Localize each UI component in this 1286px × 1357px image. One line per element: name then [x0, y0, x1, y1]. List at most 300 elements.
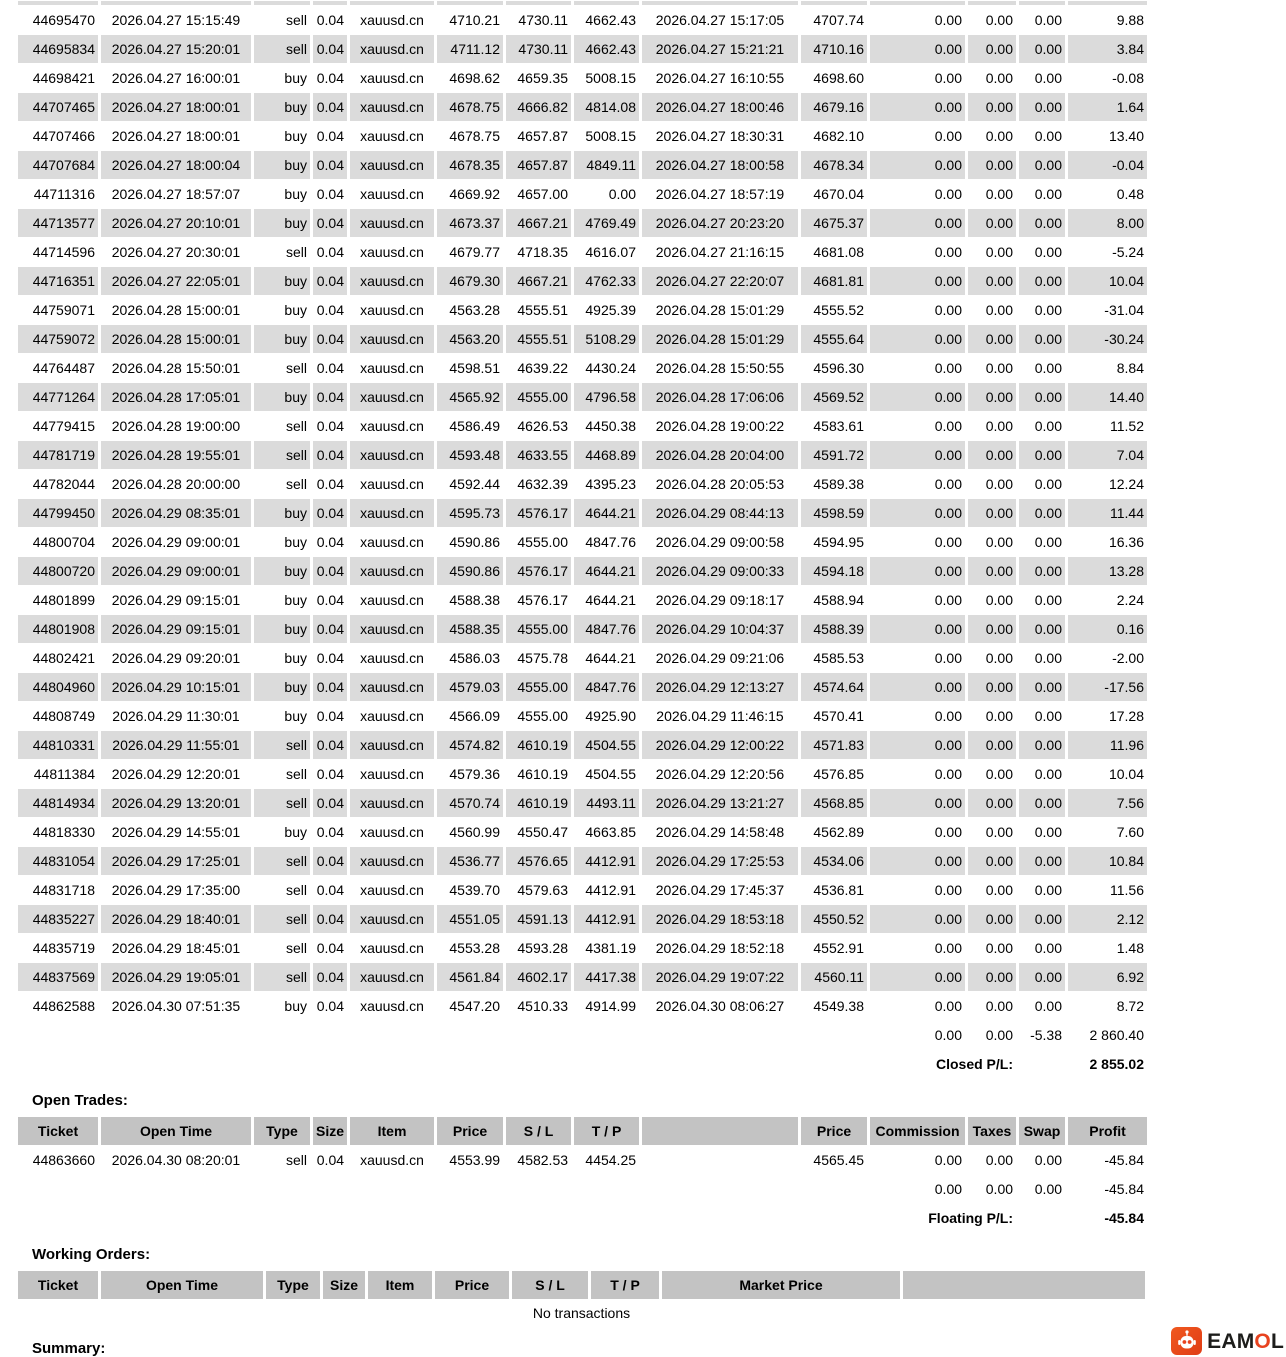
cell-open-time: 2026.04.27 22:05:01 — [101, 267, 251, 295]
cell-price: 4566.09 — [449, 708, 500, 724]
cell-sl: 4610.19 — [517, 766, 568, 782]
trade-row — [18, 615, 1147, 643]
cell-type: sell — [285, 882, 307, 898]
cell-open-time: 2026.04.29 11:55:01 — [101, 731, 251, 759]
cell-type: buy — [284, 128, 307, 144]
cell-taxes: 0.00 — [985, 302, 1013, 318]
cell-profit: 0.16 — [1068, 615, 1147, 643]
cell-taxes: 0.00 — [985, 476, 1013, 492]
cell-tp: 5008.15 — [585, 70, 636, 86]
cell-close-time: 2026.04.28 17:06:06 — [642, 383, 798, 411]
cell-taxes: 0.00 — [968, 557, 1016, 585]
trade-row — [18, 586, 1147, 614]
cell-sl: 4576.17 — [506, 557, 571, 585]
open-trades-heading: Open Trades: — [32, 1092, 128, 1109]
cell-taxes: 0.00 — [985, 186, 1013, 202]
cell-type: buy — [284, 708, 307, 724]
cell-size: 0.04 — [313, 615, 347, 643]
cell-commission: 0.00 — [934, 650, 962, 666]
cell-tp: 4847.76 — [574, 673, 639, 701]
cell-close-price: 4569.52 — [801, 383, 867, 411]
cell-close-price: 4555.52 — [813, 302, 864, 318]
cell-ticket: 44800704 — [32, 534, 95, 550]
cell-close-time: 2026.04.27 16:10:55 — [655, 70, 785, 86]
cell-item: xauusd.cn — [360, 824, 424, 840]
open-totals-row — [18, 1175, 1147, 1203]
cell-close-price: 4552.91 — [813, 940, 864, 956]
cell-price: 4579.36 — [449, 766, 500, 782]
trade-row — [18, 267, 1147, 295]
cell-taxes: 0.00 — [968, 963, 1016, 991]
cell-profit: -45.84 — [1104, 1152, 1145, 1168]
cell-sl: 4555.00 — [506, 673, 571, 701]
cell-ticket: 44818330 — [32, 824, 95, 840]
cell-swap: 0.00 — [1019, 673, 1065, 701]
cell-open-time: 2026.04.28 15:50:01 — [111, 360, 241, 376]
cell-type: buy — [254, 325, 310, 353]
cell-ticket: 44779415 — [32, 418, 95, 434]
cell-ticket: 44811384 — [33, 766, 95, 782]
cell-item: xauusd.cn — [360, 186, 424, 202]
cell-sl: 4576.17 — [517, 592, 568, 608]
cell-profit: 8.00 — [1068, 209, 1147, 237]
cell-taxes: 0.00 — [968, 93, 1016, 121]
cell-profit: 2.12 — [1068, 905, 1147, 933]
trade-row — [18, 6, 1147, 34]
cell-commission: 0.00 — [870, 499, 965, 527]
cell-price: 4678.75 — [449, 128, 500, 144]
cell-item: xauusd.cn — [350, 905, 434, 933]
cell-commission: 0.00 — [934, 592, 962, 608]
cell-size: 0.04 — [316, 534, 344, 550]
col-header-size: Size — [313, 1117, 347, 1145]
total-taxes: 0.00 — [985, 1027, 1013, 1043]
cell-tp: 4769.49 — [574, 209, 639, 237]
cell-open-time: 2026.04.29 12:20:01 — [111, 766, 241, 782]
cell-profit: 2.24 — [1116, 592, 1144, 608]
cell-open-time: 2026.04.27 15:15:49 — [111, 12, 241, 28]
cell-tp: 4662.43 — [574, 35, 639, 63]
cell-close-time: 2026.04.29 11:46:15 — [656, 708, 784, 724]
closed-trades-table — [15, 0, 1150, 1079]
clipped-cell — [313, 1, 347, 5]
cell-profit: 1.48 — [1116, 940, 1144, 956]
cell-close-price: 4679.16 — [801, 93, 867, 121]
cell-close-price: 4588.39 — [801, 615, 867, 643]
cell-close-time: 2026.04.27 15:17:05 — [655, 12, 785, 28]
cell-profit: 8.72 — [1116, 998, 1144, 1014]
cell-type: sell — [254, 35, 310, 63]
cell-ticket: 44863660 — [32, 1152, 95, 1168]
cell-ticket: 44759071 — [32, 302, 95, 318]
cell-size: 0.04 — [313, 93, 347, 121]
cell-commission: 0.00 — [934, 534, 962, 550]
cell-swap: 0.00 — [1019, 267, 1065, 295]
cell-close-time: 2026.04.29 12:13:27 — [642, 673, 798, 701]
floating-pl-value: -45.84 — [1104, 1210, 1145, 1226]
cell-price: 4563.28 — [449, 302, 500, 318]
cell-type: buy — [254, 615, 310, 643]
spacer-cell — [18, 1204, 867, 1232]
trade-row — [18, 441, 1147, 469]
cell-item: xauusd.cn — [350, 731, 434, 759]
cell-swap: 0.00 — [1019, 325, 1065, 353]
cell-tp: 4412.91 — [574, 905, 639, 933]
cell-type: buy — [254, 209, 310, 237]
cell-taxes: 0.00 — [968, 615, 1016, 643]
cell-close-time: 2026.04.29 12:20:56 — [655, 766, 785, 782]
cell-item: xauusd.cn — [350, 151, 434, 179]
col-header-price: Price — [801, 1117, 867, 1145]
cell-commission: 0.00 — [934, 708, 962, 724]
cell-tp: 4616.07 — [585, 244, 636, 260]
cell-open-time: 2026.04.27 16:00:01 — [111, 70, 241, 86]
cell-close-time: 2026.04.28 15:01:29 — [655, 302, 785, 318]
cell-size: 0.04 — [313, 963, 347, 991]
cell-swap: 0.00 — [1019, 93, 1065, 121]
cell-sl: 4718.35 — [517, 244, 568, 260]
cell-price: 4590.86 — [449, 534, 500, 550]
cell-price: 4551.05 — [437, 905, 503, 933]
cell-tp: 4493.11 — [574, 789, 639, 817]
total-commission: 0.00 — [934, 1027, 962, 1043]
cell-swap: 0.00 — [1034, 186, 1062, 202]
cell-tp: 4914.99 — [585, 998, 636, 1014]
cell-size: 0.04 — [316, 998, 344, 1014]
cell-commission: 0.00 — [934, 882, 962, 898]
cell-swap: 0.00 — [1034, 360, 1062, 376]
cell-close-price: 4534.06 — [801, 847, 867, 875]
cell-tp: 4381.19 — [585, 940, 636, 956]
cell-open-time: 2026.04.27 20:10:01 — [101, 209, 251, 237]
cell-taxes: 0.00 — [968, 847, 1016, 875]
cell-tp: 5008.15 — [585, 128, 636, 144]
trade-row — [18, 383, 1147, 411]
cell-close-time: 2026.04.29 09:00:58 — [655, 534, 785, 550]
cell-swap: 0.00 — [1034, 1152, 1063, 1168]
cell-commission: 0.00 — [870, 963, 965, 991]
cell-taxes: 0.00 — [985, 650, 1013, 666]
cell-profit: 7.04 — [1068, 441, 1147, 469]
cell-size: 0.04 — [313, 789, 347, 817]
cell-price: 4711.12 — [437, 35, 503, 63]
cell-open-time: 2026.04.27 18:00:04 — [101, 151, 251, 179]
col-header-commission: Commission — [870, 1117, 965, 1145]
cell-ticket: 44831054 — [18, 847, 98, 875]
cell-size: 0.04 — [316, 418, 344, 434]
cell-ticket: 44707466 — [32, 128, 95, 144]
cell-swap: 0.00 — [1019, 905, 1065, 933]
closed-totals-row — [18, 1021, 1147, 1049]
cell-open-time: 2026.04.27 20:30:01 — [111, 244, 241, 260]
cell-swap: 0.00 — [1034, 940, 1062, 956]
cell-profit: -5.24 — [1112, 244, 1144, 260]
cell-open-time: 2026.04.27 18:00:01 — [101, 93, 251, 121]
cell-taxes: 0.00 — [968, 905, 1016, 933]
cell-price: 4574.82 — [437, 731, 503, 759]
total-profit: -45.84 — [1104, 1181, 1145, 1197]
cell-tp: 4847.76 — [574, 615, 639, 643]
cell-type: buy — [254, 383, 310, 411]
col-header-blank — [903, 1271, 1145, 1299]
cell-type: sell — [254, 789, 310, 817]
cell-close-time: 2026.04.27 18:00:58 — [642, 151, 798, 179]
cell-close-time: 2026.04.27 15:21:21 — [642, 35, 798, 63]
cell-swap: 0.00 — [1019, 789, 1065, 817]
cell-tp: 5108.29 — [574, 325, 639, 353]
cell-price: 4570.74 — [437, 789, 503, 817]
cell-type: buy — [254, 151, 310, 179]
cell-item: xauusd.cn — [360, 766, 424, 782]
closed-pl-label: Closed P/L: — [935, 1056, 1013, 1072]
cell-ticket: 44802421 — [32, 650, 95, 666]
cell-taxes: 0.00 — [968, 151, 1016, 179]
cell-sl: 4579.63 — [517, 882, 568, 898]
cell-ticket: 44707684 — [18, 151, 98, 179]
cell-type: sell — [285, 940, 307, 956]
cell-sl: 4657.87 — [517, 128, 568, 144]
trade-row — [18, 963, 1147, 991]
total-taxes: 0.00 — [985, 1181, 1014, 1197]
cell-size: 0.04 — [313, 847, 347, 875]
cell-item: xauusd.cn — [350, 93, 434, 121]
cell-item: xauusd.cn — [350, 673, 434, 701]
cell-type: buy — [254, 673, 310, 701]
cell-open-time: 2026.04.29 09:15:01 — [101, 615, 251, 643]
clipped-cell — [968, 1, 1016, 5]
cell-swap: 0.00 — [1034, 998, 1062, 1014]
cell-profit: 17.28 — [1108, 708, 1144, 724]
cell-close-price: 4565.45 — [813, 1152, 865, 1168]
cell-close-time: 2026.04.29 17:45:37 — [655, 882, 785, 898]
cell-type: buy — [284, 302, 307, 318]
cell-ticket: 44711316 — [33, 186, 95, 202]
cell-tp: 4849.11 — [574, 151, 639, 179]
cell-ticket: 44837569 — [18, 963, 98, 991]
cell-taxes: 0.00 — [968, 209, 1016, 237]
cell-commission: 0.00 — [934, 128, 962, 144]
col-header-swap: Swap — [1019, 1117, 1065, 1145]
cell-ticket: 44801899 — [32, 592, 95, 608]
cell-price: 4593.48 — [437, 441, 503, 469]
cell-ticket: 44695834 — [18, 35, 98, 63]
header-row — [18, 1271, 1145, 1299]
cell-size: 0.04 — [316, 360, 344, 376]
no-transactions-text: No transactions — [532, 1305, 631, 1321]
cell-item: xauusd.cn — [360, 882, 424, 898]
cell-tp: 4762.33 — [574, 267, 639, 295]
cell-swap: 0.00 — [1019, 35, 1065, 63]
cell-size: 0.04 — [316, 128, 344, 144]
cell-profit: 11.96 — [1068, 731, 1147, 759]
cell-tp: 4504.55 — [585, 766, 636, 782]
cell-sl: 4602.17 — [506, 963, 571, 991]
cell-commission: 0.00 — [870, 441, 965, 469]
total-swap: 0.00 — [1034, 1181, 1063, 1197]
cell-commission: 0.00 — [870, 673, 965, 701]
col-header-market-price: Market Price — [662, 1271, 900, 1299]
cell-close-price: 4560.11 — [801, 963, 867, 991]
cell-commission: 0.00 — [870, 209, 965, 237]
spacer-cell — [18, 1050, 867, 1078]
cell-close-price: 4596.30 — [813, 360, 864, 376]
cell-item: xauusd.cn — [350, 963, 434, 991]
cell-taxes: 0.00 — [968, 325, 1016, 353]
cell-price: 4579.03 — [437, 673, 503, 701]
cell-item: xauusd.cn — [350, 325, 434, 353]
cell-profit: -31.04 — [1104, 302, 1144, 318]
cell-open-time: 2026.04.29 17:35:00 — [111, 882, 241, 898]
cell-commission: 0.00 — [870, 557, 965, 585]
cell-tp: 0.00 — [608, 186, 636, 202]
header-row — [18, 1117, 1147, 1145]
cell-profit: 13.28 — [1068, 557, 1147, 585]
cell-close-time: 2026.04.29 18:52:18 — [655, 940, 785, 956]
cell-price: 4679.30 — [437, 267, 503, 295]
cell-size: 0.04 — [316, 824, 344, 840]
trade-row — [18, 35, 1147, 63]
cell-swap: 0.00 — [1034, 302, 1062, 318]
cell-swap: 0.00 — [1034, 766, 1062, 782]
cell-sl: 4510.33 — [517, 998, 568, 1014]
cell-open-time: 2026.04.29 18:45:01 — [111, 940, 241, 956]
cell-item: xauusd.cn — [350, 557, 434, 585]
cell-close-time: 2026.04.28 20:04:00 — [642, 441, 798, 469]
cell-size: 0.04 — [316, 592, 344, 608]
cell-open-time: 2026.04.29 09:20:01 — [111, 650, 241, 666]
cell-ticket: 44781719 — [18, 441, 98, 469]
cell-sl: 4610.19 — [506, 731, 571, 759]
robot-icon — [1171, 1327, 1202, 1355]
cell-size: 0.04 — [316, 708, 344, 724]
cell-close-time: 2026.04.28 15:01:29 — [642, 325, 798, 353]
trade-row — [18, 180, 1147, 208]
trade-row — [18, 644, 1147, 672]
cell-close-price: 4710.16 — [801, 35, 867, 63]
cell-taxes: 0.00 — [985, 360, 1013, 376]
cell-price: 4560.99 — [449, 824, 500, 840]
cell-open-time: 2026.04.28 20:00:00 — [111, 476, 241, 492]
cell-close-time: 2026.04.27 18:30:31 — [655, 128, 785, 144]
cell-close-price: 4562.89 — [813, 824, 864, 840]
cell-close-price: 4678.34 — [801, 151, 867, 179]
cell-sl: 4667.21 — [506, 209, 571, 237]
clipped-cell — [642, 1, 798, 5]
clipped-cell — [801, 1, 867, 5]
cell-tp: 4412.91 — [574, 847, 639, 875]
cell-taxes: 0.00 — [985, 244, 1013, 260]
cell-profit: -30.24 — [1068, 325, 1147, 353]
cell-item: xauusd.cn — [360, 70, 424, 86]
cell-taxes: 0.00 — [968, 789, 1016, 817]
cell-item: xauusd.cn — [360, 998, 424, 1014]
floating-pl-row — [18, 1204, 1147, 1232]
cell-tp: 4430.24 — [585, 360, 636, 376]
cell-sl: 4639.22 — [517, 360, 568, 376]
cell-open-time: 2026.04.29 18:40:01 — [101, 905, 251, 933]
cell-taxes: 0.00 — [985, 418, 1013, 434]
col-header-ticket: Ticket — [18, 1271, 98, 1299]
cell-sl: 4659.35 — [517, 70, 568, 86]
cell-taxes: 0.00 — [985, 708, 1013, 724]
cell-size: 0.04 — [316, 70, 344, 86]
trade-row — [18, 93, 1147, 121]
cell-ticket: 44771264 — [18, 383, 98, 411]
col-header-blank — [642, 1117, 798, 1145]
cell-size: 0.04 — [316, 1152, 345, 1168]
cell-open-time: 2026.04.29 09:00:01 — [101, 557, 251, 585]
cell-size: 0.04 — [316, 766, 344, 782]
cell-type: buy — [284, 70, 307, 86]
trade-row — [18, 731, 1147, 759]
cell-swap: 0.00 — [1019, 209, 1065, 237]
cell-profit: 3.84 — [1068, 35, 1147, 63]
cell-commission: 0.00 — [934, 302, 962, 318]
clipped-cell — [18, 1, 98, 5]
cell-sl: 4555.51 — [506, 325, 571, 353]
cell-tp: 4450.38 — [585, 418, 636, 434]
cell-item: xauusd.cn — [350, 615, 434, 643]
cell-close-price: 4707.74 — [813, 12, 864, 28]
cell-close-time: 2026.04.27 18:00:46 — [642, 93, 798, 121]
cell-sl: 4555.00 — [517, 708, 568, 724]
cell-close-price: 4549.38 — [813, 998, 864, 1014]
cell-size: 0.04 — [316, 302, 344, 318]
cell-price: 4590.86 — [437, 557, 503, 585]
cell-swap: 0.00 — [1034, 476, 1062, 492]
total-swap: -5.38 — [1030, 1027, 1062, 1043]
cell-open-time: 2026.04.29 19:05:01 — [101, 963, 251, 991]
cell-price: 4547.20 — [449, 998, 500, 1014]
cell-sl: 4550.47 — [517, 824, 568, 840]
cell-open-time: 2026.04.30 08:20:01 — [111, 1152, 241, 1168]
cell-swap: 0.00 — [1034, 128, 1062, 144]
cell-commission: 0.00 — [934, 12, 962, 28]
cell-swap: 0.00 — [1034, 824, 1062, 840]
cell-commission: 0.00 — [934, 766, 962, 782]
closed-pl-value: 2 855.02 — [1089, 1056, 1144, 1072]
cell-close-time: 2026.04.29 09:18:17 — [655, 592, 785, 608]
cell-sl: 4582.53 — [517, 1152, 569, 1168]
cell-price: 4588.35 — [437, 615, 503, 643]
cell-item: xauusd.cn — [360, 1152, 424, 1168]
cell-item: xauusd.cn — [360, 650, 424, 666]
cell-ticket: 44695470 — [32, 12, 95, 28]
cell-item: xauusd.cn — [350, 441, 434, 469]
cell-type: sell — [254, 847, 310, 875]
cell-commission: 0.00 — [870, 267, 965, 295]
trade-row — [18, 818, 1147, 846]
cell-swap: 0.00 — [1034, 650, 1062, 666]
clipped-cell — [506, 1, 571, 5]
cell-close-price: 4598.59 — [801, 499, 867, 527]
cell-swap: 0.00 — [1019, 731, 1065, 759]
cell-tp: 4814.08 — [574, 93, 639, 121]
cell-size: 0.04 — [316, 940, 344, 956]
col-header-price: Price — [435, 1271, 509, 1299]
cell-sl: 4667.21 — [506, 267, 571, 295]
cell-taxes: 0.00 — [985, 940, 1013, 956]
cell-size: 0.04 — [313, 383, 347, 411]
cell-close-price: 4583.61 — [813, 418, 864, 434]
cell-open-time: 2026.04.29 09:00:01 — [111, 534, 241, 550]
trade-row — [18, 528, 1147, 556]
clipped-cell — [1019, 1, 1065, 5]
cell-open-time: 2026.04.27 15:20:01 — [101, 35, 251, 63]
cell-price: 4588.38 — [449, 592, 500, 608]
cell-price: 4565.92 — [437, 383, 503, 411]
cell-close-price: 4585.53 — [813, 650, 864, 666]
